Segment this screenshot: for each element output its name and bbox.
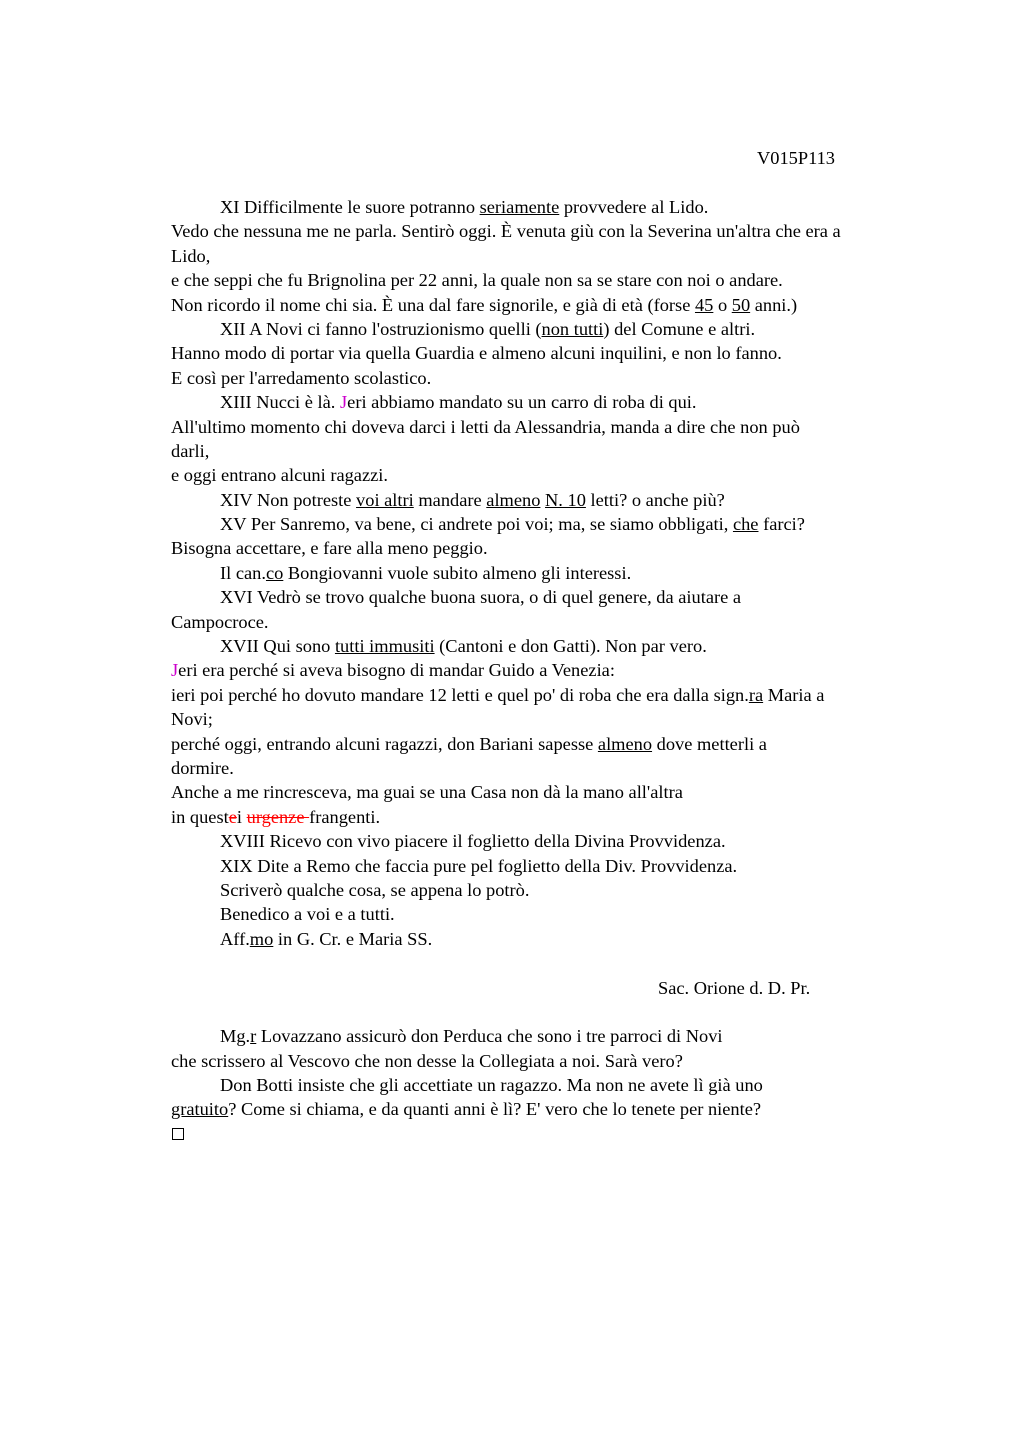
letter-body: [171, 195, 941, 1146]
text-line: XII A Novi ci fanno l'ostruzionismo quelli (non tutti) del Comune e altri.: [220, 318, 756, 339]
text-line: Il can.co Bongiovanni vuole subito almeno gli interessi.: [220, 562, 632, 583]
text-line: Hanno modo di portar via quella Guardia e almeno alcuni inquilini, e non lo fanno.: [171, 343, 782, 364]
text-line: perché oggi, entrando alcuni ragazzi, don Bariani sapesse almeno dove metterli a: [171, 733, 767, 754]
underlined-word: che: [732, 514, 759, 535]
text-line: XIII Nucci è là. Jeri abbiamo mandato su un carro di roba di qui.: [220, 392, 697, 413]
text-line: XIX Dite a Remo che faccia pure pel foglietto della Div. Provvidenza.: [220, 855, 738, 876]
text-line: Mg.r Lovazzano assicurò don Perduca che sono i tre parroci di Novi: [220, 1026, 723, 1047]
underlined-word: tutti immusiti: [334, 636, 435, 657]
struck-word: urgenze: [246, 806, 310, 827]
underlined-word: seriamente: [479, 197, 560, 217]
text-line: Bisogna accettare, e fare alla meno peggio.: [171, 538, 488, 559]
magenta-letter: J: [340, 392, 348, 413]
text-line: XVIII Ricevo con vivo piacere il foglietto della Divina Provvidenza.: [220, 831, 726, 852]
text-line: ieri poi perché ho dovuto mandare 12 letti e quel po' di roba che era dalla sign.ra Maria a: [171, 684, 825, 705]
underlined-word: gratuito: [171, 1099, 229, 1120]
text-line: darli,: [171, 440, 210, 461]
text-line: XIV Non potreste voi altri mandare almeno N. 10 letti? o anche più?: [220, 489, 725, 510]
text-line: XI Difficilmente le suore potranno seriamente provvedere al Lido.: [220, 197, 709, 217]
text-line: Scriverò qualche cosa, se appena lo potrò.: [220, 879, 530, 900]
text-line: Novi;: [171, 709, 213, 730]
text-line: [171, 1122, 941, 1146]
underlined-word: voi altri: [356, 489, 414, 510]
text-line: Vedo che nessuna me ne parla. Sentirò oggi. È venuta giù con la Severina un'altra che era a: [171, 221, 841, 242]
page-reference: V015P113: [757, 148, 835, 168]
text-line: Benedico a voi e a tutti.: [220, 904, 395, 925]
text-line: dormire.: [171, 757, 234, 778]
text-line: e che seppi che fu Brignolina per 22 anni, la quale non sa se stare con noi o andare.: [171, 270, 783, 291]
spacer: [171, 1000, 941, 1024]
underlined-word: 45: [694, 294, 714, 315]
text-line: XVII Qui sono tutti immusiti (Cantoni e don Gatti). Non par vero.: [220, 636, 707, 657]
underlined-word: non tutti: [541, 318, 604, 339]
text-line: in questei urgenze frangenti.: [171, 806, 381, 827]
underlined-word: mo: [249, 928, 274, 949]
text-line: e oggi entrano alcuni ragazzi.: [171, 465, 389, 486]
underlined-word: r: [250, 1026, 257, 1047]
text-line: All'ultimo momento chi doveva darci i letti da Alessandria, manda a dire che non può: [171, 416, 800, 437]
text-line: XVI Vedrò se trovo qualche buona suora, o di quel genere, da aiutare a: [220, 587, 742, 608]
text-line: gratuito? Come si chiama, e da quanti anni è lì? E' vero che lo tenete per niente?: [171, 1099, 762, 1120]
text-line: XV Per Sanremo, va bene, ci andrete poi voi; ma, se siamo obbligati, che farci?: [220, 514, 805, 535]
underlined-word: N. 10: [545, 489, 586, 510]
underlined-word: co: [265, 562, 284, 583]
text-line: Campocroce.: [171, 611, 269, 632]
text-line: Non ricordo il nome chi sia. È una dal fare signorile, e già di età (forse 45 o 50 anni.): [171, 294, 798, 315]
signature: Sac. Orione d. D. Pr.: [658, 977, 811, 998]
text-line: che scrissero al Vescovo che non desse la Collegiata a noi. Sarà vero?: [171, 1050, 683, 1071]
text-line: Don Botti insiste che gli accettiate un ragazzo. Ma non ne avete lì già uno: [220, 1075, 763, 1096]
text-line: Anche a me rincresceva, ma guai se una Casa non dà la mano all'altra: [171, 782, 683, 803]
text-line: E così per l'arredamento scolastico.: [171, 367, 432, 388]
struck-letter: e: [228, 806, 237, 827]
magenta-letter: J: [171, 660, 179, 681]
text-line: Lido,: [171, 245, 211, 266]
underlined-word: almeno: [597, 733, 653, 754]
checkbox-square-icon: [172, 1128, 184, 1140]
text-line: Jeri era perché si aveva bisogno di mandar Guido a Venezia:: [171, 660, 615, 681]
underlined-word: ra: [748, 684, 764, 705]
underlined-word: almeno: [486, 489, 541, 510]
spacer: [171, 951, 941, 975]
text-line: Aff.mo in G. Cr. e Maria SS.: [220, 928, 433, 949]
underlined-word: 50: [731, 294, 751, 315]
